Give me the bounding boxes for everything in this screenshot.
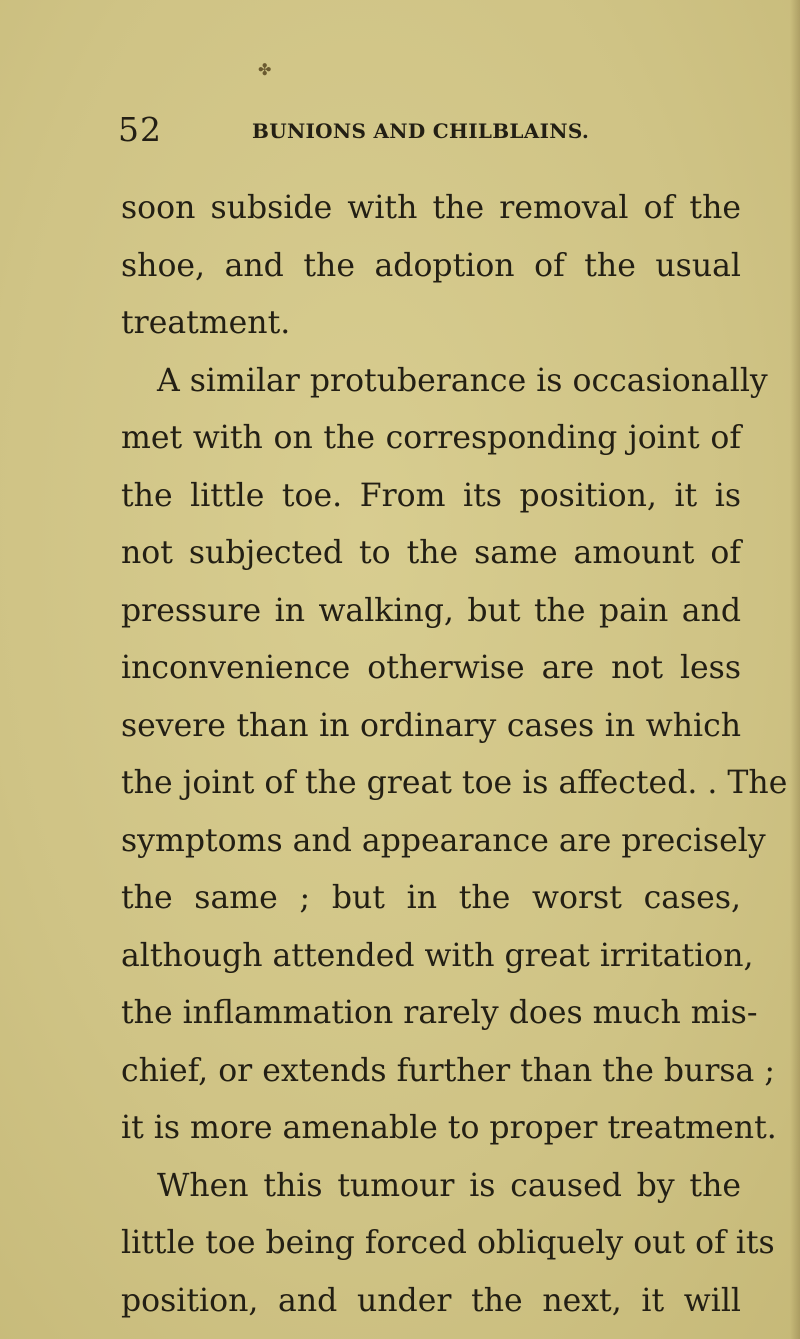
text-line-2: shoe, and the adoption of the usual (121, 247, 741, 284)
running-head (118, 110, 738, 150)
text-line-14: although attended with great irritation, (121, 937, 754, 974)
text-line-3: treatment. (121, 305, 291, 341)
text-line-15: the inflammation rarely does much mis- (121, 995, 758, 1031)
text-line-20: position, and under the next, it will (121, 1282, 741, 1319)
body-text (121, 180, 788, 1330)
text-line-13: the same ; but in the worst cases, (121, 880, 741, 916)
text-line-8: pressure in walking, but the pain and (121, 592, 741, 629)
page-edge-shadow (790, 0, 800, 1339)
text-line-12: symptoms and appearance are precisely (121, 822, 766, 859)
text-line-19: little toe being forced obliquely out of its (121, 1225, 775, 1261)
text-line-16: chief, or extends further than the bursa ; (121, 1052, 775, 1089)
printer-mark: ✤ (258, 60, 272, 79)
text-line-9: inconvenience otherwise are not less (121, 650, 741, 686)
text-line-7: not subjected to the same amount of (121, 535, 741, 571)
text-line-4: A similar protuberance is occasionally (157, 362, 768, 399)
text-line-18: When this tumour is caused by the (157, 1167, 741, 1204)
text-line-17: it is more amenable to proper treatment. (121, 1110, 777, 1146)
text-line-6: the little toe. From its position, it is (121, 477, 741, 514)
text-line-5: met with on the corresponding joint of (121, 420, 741, 456)
header-title: BUNIONS AND CHILBLAINS. (252, 119, 590, 143)
page-number: 52 (118, 110, 162, 149)
text-line-10: severe than in ordinary cases in which (121, 707, 741, 744)
text-line-11: the joint of the great toe is affected. . The (121, 765, 788, 801)
text-line-1: soon subside with the removal of the (121, 190, 741, 226)
